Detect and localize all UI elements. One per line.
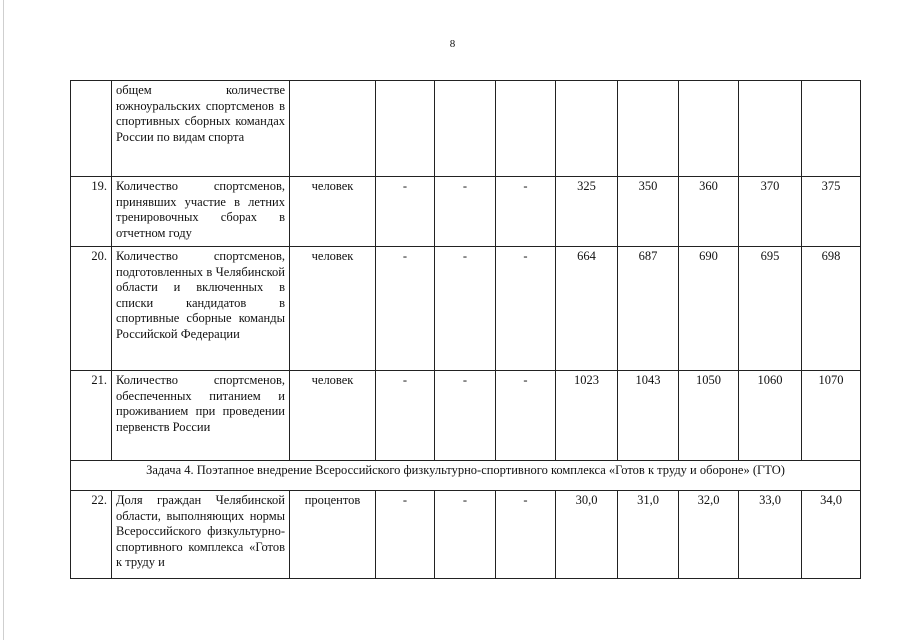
dash-cell: -: [435, 371, 496, 461]
value-cell: 370: [739, 177, 802, 247]
dash-cell: -: [496, 247, 556, 371]
value-cell: 695: [739, 247, 802, 371]
unit-cell: процентов: [290, 491, 376, 579]
table-row: [71, 81, 861, 177]
indicator-text-cell: Количество спортсменов, обеспеченных питанием и проживанием при проведении первенств России: [112, 371, 290, 461]
value-cell: 1043: [618, 371, 679, 461]
dash-cell: -: [376, 371, 435, 461]
dash-cell: -: [496, 491, 556, 579]
page-number: 8: [449, 38, 456, 50]
value-cell: 664: [556, 247, 618, 371]
task-heading-row: [71, 461, 861, 491]
indicator-text-cell: Доля граждан Челябинской области, выполняющих нормы Всероссийского физкультурно-спортивного комплекса «Готов к труду и: [112, 491, 290, 579]
value-cell: 1050: [679, 371, 739, 461]
dash-cell: -: [435, 247, 496, 371]
unit-cell: человек: [290, 371, 376, 461]
value-cell: 31,0: [618, 491, 679, 579]
empty-cell: [802, 81, 861, 177]
dash-cell: -: [496, 371, 556, 461]
value-cell: 33,0: [739, 491, 802, 579]
task-heading-cell: Задача 4. Поэтапное внедрение Всероссийского физкультурно-спортивного комплекса «Готов к труду и обороне» (ГТО): [71, 461, 861, 491]
row-number-cell: 19.: [71, 177, 112, 247]
unit-cell: человек: [290, 177, 376, 247]
indicator-text-cell: Количество спортсменов, подготовленных в Челябинской области и включенных в списки кандидатов в спортивные сборные команды Российской Федерации: [112, 247, 290, 371]
table-row: [71, 371, 861, 461]
empty-cell: [556, 81, 618, 177]
dash-cell: -: [435, 491, 496, 579]
empty-cell: [739, 81, 802, 177]
value-cell: 690: [679, 247, 739, 371]
row-number-cell: 22.: [71, 491, 112, 579]
value-cell: 1070: [802, 371, 861, 461]
empty-cell: [679, 81, 739, 177]
dash-cell: -: [376, 491, 435, 579]
value-cell: 375: [802, 177, 861, 247]
dash-cell: -: [376, 247, 435, 371]
unit-cell: [290, 81, 376, 177]
empty-cell: [496, 81, 556, 177]
indicator-text-cell: общем количестве южноуральских спортсменов в спортивных сборных командах России по видам спорта: [112, 81, 290, 177]
unit-cell: человек: [290, 247, 376, 371]
table-row: [71, 177, 861, 247]
value-cell: 687: [618, 247, 679, 371]
value-cell: 698: [802, 247, 861, 371]
empty-cell: [618, 81, 679, 177]
value-cell: 1060: [739, 371, 802, 461]
value-cell: 1023: [556, 371, 618, 461]
dash-cell: -: [496, 177, 556, 247]
empty-cell: [376, 81, 435, 177]
row-number-cell: 21.: [71, 371, 112, 461]
value-cell: 32,0: [679, 491, 739, 579]
value-cell: 350: [618, 177, 679, 247]
row-number-cell: [71, 81, 112, 177]
empty-cell: [435, 81, 496, 177]
indicator-text-cell: Количество спортсменов, принявших участие в летних тренировочных сборах в отчетном году: [112, 177, 290, 247]
value-cell: 360: [679, 177, 739, 247]
table-row: [71, 491, 861, 579]
value-cell: 325: [556, 177, 618, 247]
table-row: [71, 247, 861, 371]
value-cell: 34,0: [802, 491, 861, 579]
scan-edge-line: [3, 0, 4, 640]
indicators-table: [70, 80, 861, 579]
value-cell: 30,0: [556, 491, 618, 579]
dash-cell: -: [376, 177, 435, 247]
row-number-cell: 20.: [71, 247, 112, 371]
dash-cell: -: [435, 177, 496, 247]
